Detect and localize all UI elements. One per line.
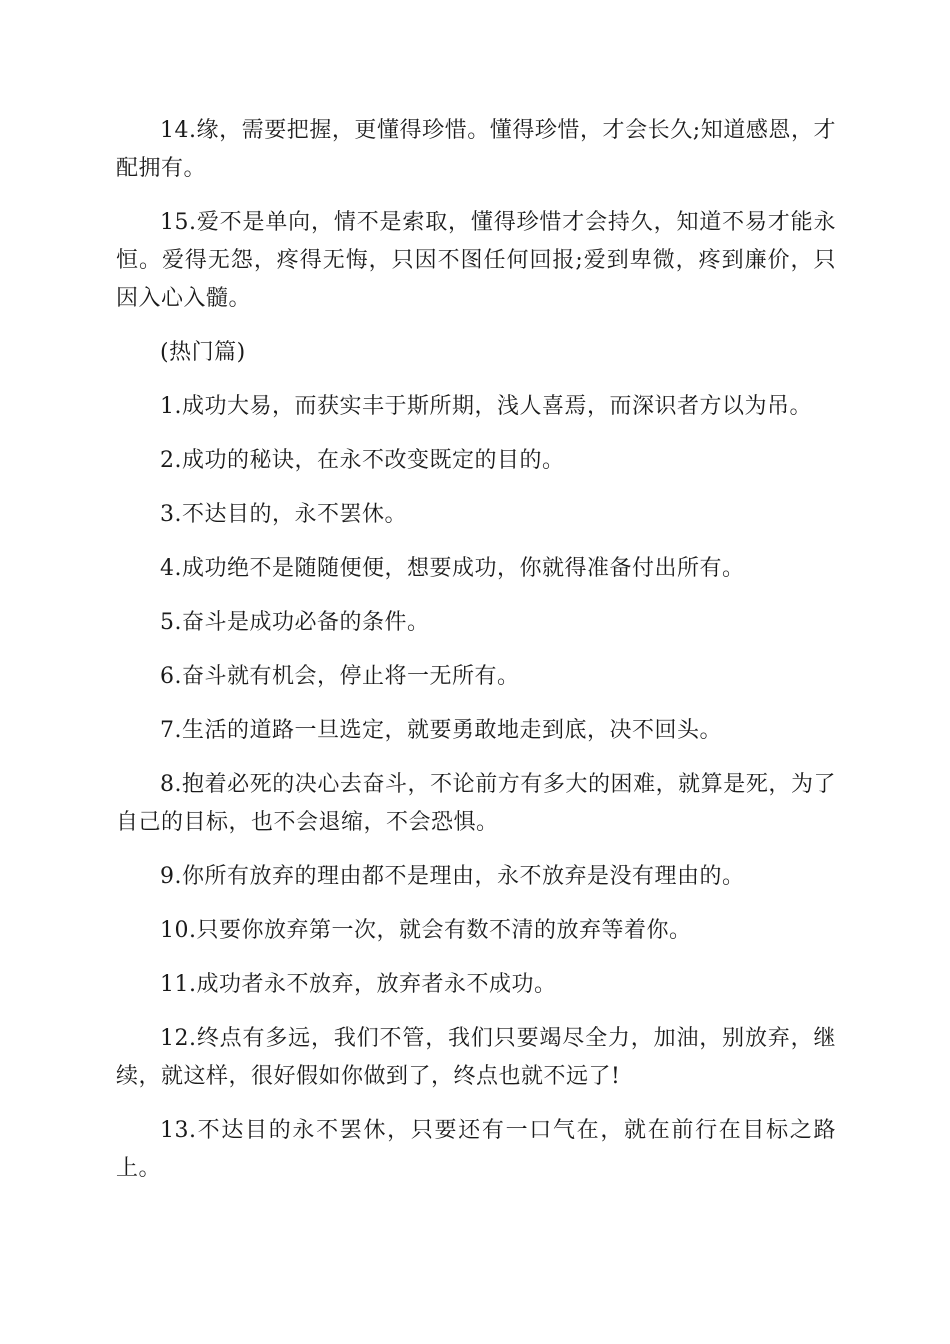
quote-4: 4.成功绝不是随随便便，想要成功，你就得准备付出所有。 bbox=[160, 556, 745, 581]
quote-3: 3.不达目的，永不罢休。 bbox=[160, 502, 407, 527]
quote-14: 14.缘，需要把握，更懂得珍惜。懂得珍惜，才会长久;知道感恩，才配拥有。 bbox=[116, 118, 836, 181]
quote-12: 12.终点有多远，我们不管，我们只要竭尽全力，加油，别放弃，继续，就这样，很好假如你做到了，终点也就不远了! bbox=[116, 1026, 836, 1089]
quote-8: 8.抱着必死的决心去奋斗，不论前方有多大的困难，就算是死，为了自己的目标，也不会退缩，不会恐惧。 bbox=[116, 772, 836, 835]
quote-6: 6.奋斗就有机会，停止将一无所有。 bbox=[160, 664, 520, 689]
document-body bbox=[116, 112, 836, 1204]
section-heading: (热门篇) bbox=[160, 340, 246, 365]
quote-9: 9.你所有放弃的理由都不是理由，永不放弃是没有理由的。 bbox=[160, 864, 745, 889]
quote-11: 11.成功者永不放弃，放弃者永不成功。 bbox=[160, 972, 557, 997]
quote-1: 1.成功大易，而获实丰于斯所期，浅人喜焉，而深识者方以为吊。 bbox=[160, 394, 812, 419]
quote-13: 13.不达目的永不罢休，只要还有一口气在，就在前行在目标之路上。 bbox=[116, 1118, 836, 1181]
quote-15: 15.爱不是单向，情不是索取，懂得珍惜才会持久，知道不易才能永恒。爱得无怨，疼得无悔，只因不图任何回报;爱到卑微，疼到廉价，只因入心入髓。 bbox=[116, 210, 836, 311]
quote-10: 10.只要你放弃第一次，就会有数不清的放弃等着你。 bbox=[160, 918, 692, 943]
quote-2: 2.成功的秘诀，在永不改变既定的目的。 bbox=[160, 448, 565, 473]
quote-7: 7.生活的道路一旦选定，就要勇敢地走到底，决不回头。 bbox=[160, 718, 722, 743]
quote-5: 5.奋斗是成功必备的条件。 bbox=[160, 610, 430, 635]
